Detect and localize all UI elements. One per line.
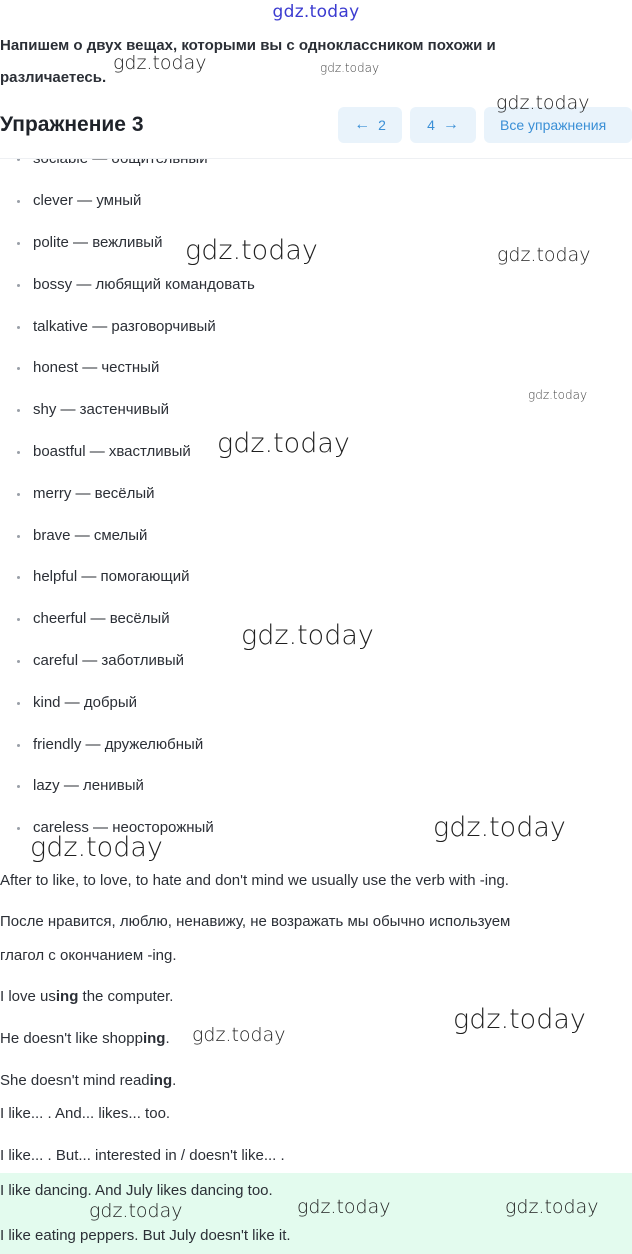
sticky-header-background xyxy=(0,144,632,158)
bullet-icon xyxy=(17,660,20,663)
grammar-rule-en: After to like, to love, to hate and don't mind we usually use the verb with -ing. xyxy=(0,872,509,889)
prev-exercise-button[interactable] xyxy=(338,107,402,143)
arrow-left-icon: ← xyxy=(354,116,371,133)
watermark: gdz.today xyxy=(433,812,566,843)
example-sentence: He doesn't like shopping. xyxy=(0,1030,170,1047)
site-logo[interactable]: gdz.today xyxy=(272,2,360,22)
next-exercise-label: 4 xyxy=(427,117,435,133)
arrow-right-icon: → xyxy=(442,116,459,133)
watermark: gdz.today xyxy=(113,52,207,74)
watermark: gdz.today xyxy=(320,61,380,75)
watermark: gdz.today xyxy=(505,1196,599,1218)
bullet-icon xyxy=(17,451,20,454)
exercise-title: Упражнение 3 xyxy=(0,113,144,136)
bullet-icon xyxy=(17,535,20,538)
intro-text xyxy=(0,30,600,94)
watermark: gdz.today xyxy=(528,388,588,402)
next-exercise-button[interactable] xyxy=(410,107,476,143)
answer-line-1: I like dancing. And July likes dancing too. xyxy=(0,1182,273,1199)
watermark: gdz.today xyxy=(453,1004,586,1035)
bullet-icon xyxy=(17,367,20,370)
intro-line-2: различаетесь. xyxy=(0,69,107,86)
bullet-icon xyxy=(17,576,20,579)
example-sentence: She doesn't mind reading. xyxy=(0,1072,177,1089)
bullet-icon xyxy=(17,618,20,621)
watermark: gdz.today xyxy=(497,244,591,266)
bullet-icon xyxy=(17,409,20,412)
watermark: gdz.today xyxy=(185,235,318,266)
example-sentence: I love using the computer. xyxy=(0,988,174,1005)
all-exercises-label: Все упражнения xyxy=(500,117,607,133)
bullet-icon xyxy=(17,284,20,287)
pattern-sentence: I like... . But... interested in / doesn't like... . xyxy=(0,1147,285,1164)
grammar-rule-ru-line-2: глагол с окончанием -ing. xyxy=(0,947,177,964)
intro-line-1: Напишем о двух вещах, которыми вы с одноклассником похожи и xyxy=(0,37,496,54)
bullet-icon xyxy=(17,326,20,329)
bullet-icon xyxy=(17,744,20,747)
bullet-icon xyxy=(17,702,20,705)
bullet-icon xyxy=(17,242,20,245)
bullet-icon xyxy=(17,785,20,788)
pattern-sentence: I like... . And... likes... too. xyxy=(0,1105,171,1122)
bullet-icon xyxy=(17,493,20,496)
header-divider xyxy=(0,158,632,159)
answer-line-2: I like eating peppers. But July doesn't like it. xyxy=(0,1227,291,1244)
watermark: gdz.today xyxy=(297,1196,391,1218)
watermark: gdz.today xyxy=(30,832,163,863)
watermark: gdz.today xyxy=(192,1024,286,1046)
watermark: gdz.today xyxy=(217,428,350,459)
watermark: gdz.today xyxy=(241,620,374,651)
vocab-list: clever — умный polite — вежливый bossy — любящий командовать talkative — разговорчивый honest — честный shy — застенчивый boastful — хвастливый merry — весёлый brave — смелый helpful — помогающий cheerful — весёлый careful — заботливый kind — добрый friendly — дружелюбный lazy — ленивый careless — неосторожный xyxy=(0,137,632,855)
bullet-icon xyxy=(17,200,20,203)
watermark: gdz.today xyxy=(496,92,590,114)
prev-exercise-label: 2 xyxy=(378,117,386,133)
watermark: gdz.today xyxy=(89,1200,183,1222)
bullet-icon xyxy=(17,827,20,830)
grammar-rule-ru-line-1: После нравится, люблю, ненавижу, не возражать мы обычно используем xyxy=(0,913,511,930)
